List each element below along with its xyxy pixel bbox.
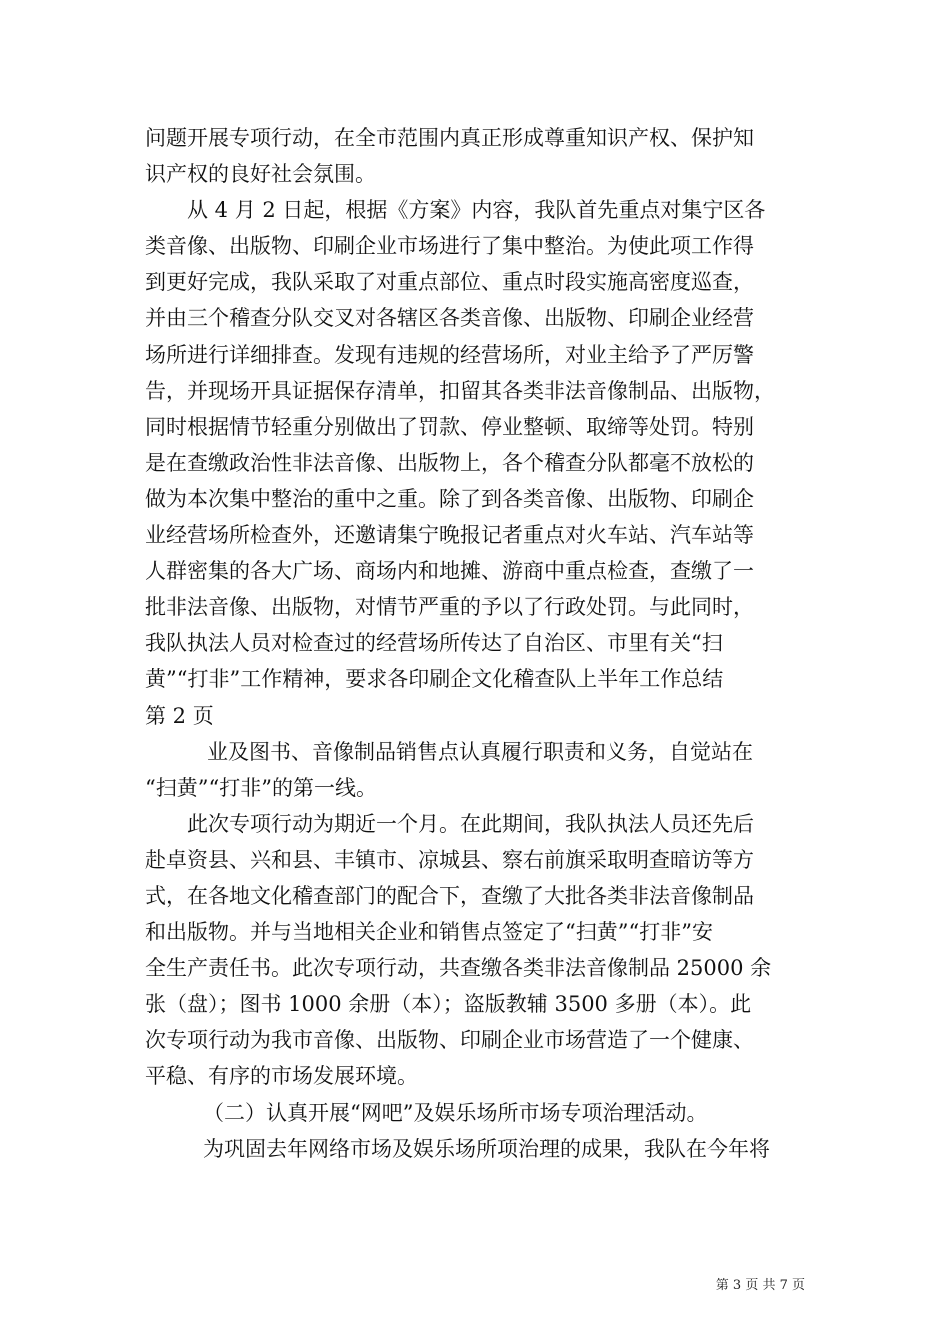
text-line: 业及图书、音像制品销售点认真履行职责和义务，自觉站在 bbox=[207, 739, 753, 764]
text-line: 批非法音像、出版物，对情节严重的予以了行政处罚。与此同时， bbox=[145, 595, 754, 620]
text-line: 是在查缴政治性非法音像、出版物上，各个稽查分队都毫不放松的 bbox=[145, 450, 754, 475]
text-line: 识产权的良好社会氛围。 bbox=[145, 162, 376, 187]
text-line: 黄”“打非”工作精神，要求各印刷企文化稽查队上半年工作总结 bbox=[145, 667, 724, 692]
text-line: 和出版物。并与当地相关企业和销售点签定了“扫黄”“打非”安 bbox=[145, 920, 713, 945]
text-line: 为巩固去年网络市场及娱乐场所项治理的成果，我队在今年将 bbox=[203, 1136, 770, 1161]
text-line: 做为本次集中整治的重中之重。除了到各类音像、出版物、印刷企 bbox=[145, 486, 754, 511]
text-line: 从 4 月 2 日起，根据《方案》内容，我队首先重点对集宁区各 bbox=[187, 198, 766, 223]
text-line: 同时根据情节轻重分别做出了罚款、停业整顿、取缔等处罚。特别 bbox=[145, 414, 754, 439]
text-line: 赴卓资县、兴和县、丰镇市、凉城县、察右前旗采取明查暗访等方 bbox=[145, 847, 754, 872]
text-line: 人群密集的各大广场、商场内和地摊、游商中重点检查，查缴了一 bbox=[145, 559, 754, 584]
text-line: 式，在各地文化稽查部门的配合下，查缴了大批各类非法音像制品 bbox=[145, 883, 754, 908]
text-line: “扫黄”“打非”的第一线。 bbox=[145, 775, 377, 800]
text-line: 到更好完成，我队采取了对重点部位、重点时段实施高密度巡查， bbox=[145, 270, 754, 295]
text-line: 告，并现场开具证据保存清单，扣留其各类非法音像制品、出版物， bbox=[145, 378, 775, 403]
text-line: 类音像、出版物、印刷企业市场进行了集中整治。为使此项工作得 bbox=[145, 234, 754, 259]
text-line: 此次专项行动为期近一个月。在此期间，我队执法人员还先后 bbox=[187, 811, 754, 836]
text-line: 次专项行动为我市音像、出版物、印刷企业市场营造了一个健康、 bbox=[145, 1028, 754, 1053]
text-line: 张（盘）；图书 1000 余册（本）；盗版教辅 3500 多册（本）。此 bbox=[145, 992, 752, 1017]
text-line: 问题开展专项行动，在全市范围内真正形成尊重知识产权、保护知 bbox=[145, 126, 754, 150]
text-line: 场所进行详细排查。发现有违规的经营场所，对业主给予了严厉警 bbox=[145, 342, 754, 367]
document-body bbox=[145, 120, 825, 1167]
text-line: 我队执法人员对检查过的经营场所传达了自治区、市里有关“扫 bbox=[145, 631, 723, 656]
text-line: 全生产责任书。此次专项行动，共查缴各类非法音像制品 25000 余 bbox=[145, 956, 772, 981]
text-line: 并由三个稽查分队交叉对各辖区各类音像、出版物、印刷企业经营 bbox=[145, 306, 754, 331]
text-line: 平稳、有序的市场发展环境。 bbox=[145, 1064, 418, 1089]
text-line: 业经营场所检查外，还邀请集宁晚报记者重点对火车站、汽车站等 bbox=[145, 523, 754, 548]
section-heading: （二）认真开展“网吧”及娱乐场所市场专项治理活动。 bbox=[203, 1100, 708, 1125]
inline-page-marker: 第 2 页 bbox=[145, 703, 214, 728]
page-footer: 第 3 页 共 7 页 bbox=[715, 1278, 805, 1293]
